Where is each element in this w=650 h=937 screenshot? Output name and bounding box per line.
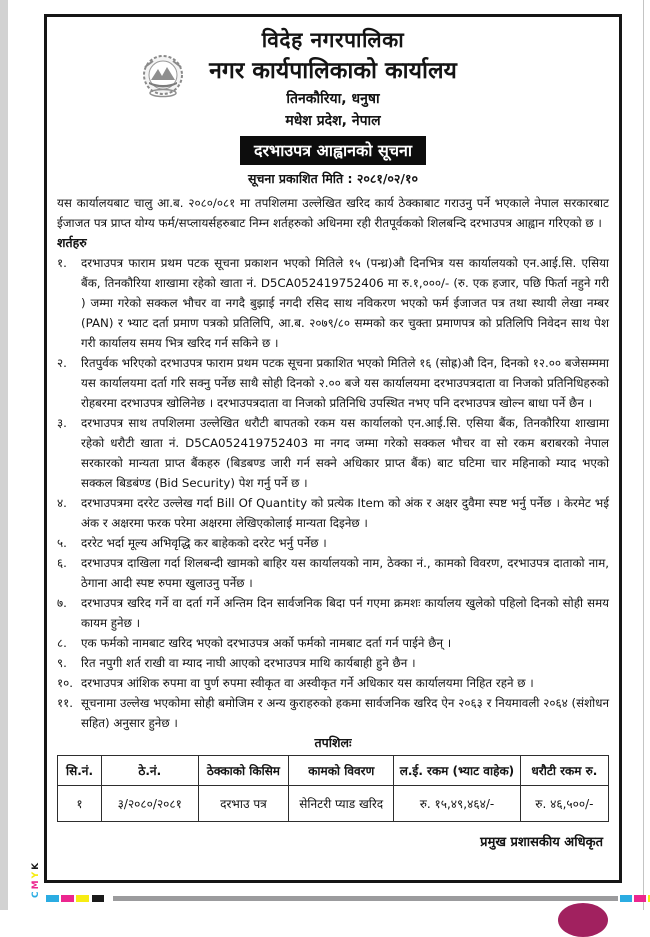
condition-number: ५. xyxy=(57,536,67,550)
condition-text: रितपुर्वक भरिएको दरभाउपत्र फाराम प्रथम पटक सूचना प्रकाशित भएको मितिले १६ (सोह्र)औ दिन, दिनको १२.०० बजेसम्ममा यस कार्यालयमा दर्ता गरि सक्नु पर्नेछ साथै सोही दिनको २.०० बजे यस कार्यालयमा दरभाउपत्रदाता वा निजको प्रतिनिधिहरुको रोहबरमा दरभाउपत्र खोलिनेछ । दरभाउपत्रदाता वा निजको प्रतिनिधि उपस्थित नभए पनि दरभाउपत्र खोल्न बाधा पर्ने छैन । xyxy=(81,356,609,410)
condition-item xyxy=(57,693,609,733)
cyan-color-swatch-right xyxy=(620,895,632,902)
page-scan-edge-left xyxy=(0,0,8,910)
conditions-heading: शर्तहरु xyxy=(57,235,87,250)
condition-item xyxy=(57,633,609,653)
schedule-table-row xyxy=(58,786,609,822)
condition-number: २. xyxy=(57,356,67,370)
cell-work-desc: सेनिटरी प्याड खरिद xyxy=(289,786,394,822)
cmyk-print-label xyxy=(31,858,43,898)
cell-estimate-amt: रु. १५,४९,४६४/- xyxy=(394,786,521,822)
condition-text: एक फर्मको नामबाट खरिद भएको दरभाउपत्र अर्को फर्मको नामबाट दर्ता गर्न पाईने छैन् । xyxy=(81,636,452,650)
condition-text: दरभाउपत्रमा दररेट उल्लेख गर्दा Bill Of Quantity को प्रत्येक Item को अंक र अक्षर दुवैमा स्पष्ट भर्नु पर्नेछ । केरमेट भई अंक र अक्षरमा फरक परेमा अक्षरमा लेखिएकोलाई मान्यता दिइनेछ । xyxy=(81,496,609,530)
cmyk-letter-y: Y xyxy=(31,870,41,879)
condition-item xyxy=(57,533,609,553)
col-header-contract-no: ठे.नं. xyxy=(102,756,198,786)
condition-text: दरभाउपत्र फाराम प्रथम पटक सूचना प्रकाशन भएको मितिले १५ (पन्ध्र)औ दिनभित्र यस कार्यालयको एन.आई.सि. एसिया बैंक, तिनकौरिया शाखामा रहेको खाता नं. D5CA052419752406 मा रु.१,०००/- (रु. एक हजार, पछि फिर्ता नहुने गरी ) जम्मा गरेको सक्कल भौचर वा नगदै बुझाई नगदी रसिद साथ नविकरण भएको फर्म ईजाजत पत्र तथा स्थायी लेखा नम्बर (PAN) र भ्याट दर्ता प्रमाण पत्रको प्रतिलिपि, आ.ब. २०७९/८० सम्मको कर चुक्ता प्रमाणपत्र को प्रतिलिपि निवेदन साथ पेश गरी कार्यालय समय भित्र खरिद गर्न सकिने छ । xyxy=(81,256,609,350)
intro-paragraph: यस कार्यालयबाट चालु आ.ब. २०८०/०८१ मा तपशिलमा उल्लेखित खरिद कार्य ठेक्काबाट गराउनु पर्ने भएकाले नेपाल सरकारबाट ईजाजत पत्र प्राप्त योग्य फर्म/सप्लायर्सहरुबाट निम्न शर्तहरुको अधिनमा रही रीतपूर्वकको शिलबन्दि दरभाउपत्र आह्वान गरिएको छ । xyxy=(57,196,609,230)
col-header-serial-no: सि.नं. xyxy=(58,756,102,786)
notice-border-frame xyxy=(44,14,622,883)
condition-number: ४. xyxy=(57,496,67,510)
condition-number: ८. xyxy=(57,636,67,650)
col-header-estimate-amt: ल.ई. रकम (भ्याट वाहेक) xyxy=(394,756,521,786)
address-line-1: तिनकौरिया, धनुषा xyxy=(286,91,380,107)
col-header-work-desc: कामको विवरण xyxy=(289,756,394,786)
page-scan-edge-right xyxy=(643,0,644,910)
black-color-swatch xyxy=(92,895,104,902)
conditions-list xyxy=(57,253,609,733)
condition-number: ९. xyxy=(57,656,67,670)
schedule-heading: तपशिलः xyxy=(314,735,352,750)
condition-number: ७. xyxy=(57,596,67,610)
condition-text: दरभाउपत्र आंशिक रुपमा वा पुर्ण रुपमा स्वीकृत वा अस्वीकृत गर्ने अधिकार यस कार्यालयमा निहित रहने छ । xyxy=(81,676,534,690)
schedule-table xyxy=(57,755,609,822)
condition-item xyxy=(57,653,609,673)
cell-serial-no: १ xyxy=(58,786,102,822)
condition-item xyxy=(57,493,609,533)
magenta-color-swatch xyxy=(61,895,74,902)
condition-item xyxy=(57,593,609,633)
condition-item xyxy=(57,673,609,693)
cyan-color-swatch xyxy=(46,895,59,902)
condition-item xyxy=(57,553,609,593)
gray-registration-bar xyxy=(113,896,618,901)
cmyk-letter-c: C xyxy=(31,890,41,898)
condition-number: ३. xyxy=(57,416,67,430)
condition-text: दररेट भर्दा मूल्य अभिवृद्धि कर बाहेकको दररेट भर्नु पर्नेछ । xyxy=(81,536,327,550)
condition-number: ११. xyxy=(57,696,74,710)
municipality-name: विदेह नगरपालिका xyxy=(261,28,405,52)
col-header-contract-type: ठेक्काको किसिम xyxy=(198,756,289,786)
condition-text: दरभाउपत्र दाखिला गर्दा शिलबन्दी खामको बाहिर यस कार्यालयको नाम, ठेक्का नं., कामको विवरण, दरभाउपत्र दाताको नाम, ठेगाना आदी स्पष्ट रुपमा खुलाउनु पर्नेछ । xyxy=(81,556,609,590)
condition-item xyxy=(57,413,609,493)
condition-number: १०. xyxy=(57,676,74,690)
condition-item xyxy=(57,353,609,413)
published-date: सूचना प्रकाशित मिति : २०८१/०२/१० xyxy=(248,171,418,186)
condition-text: सूचनामा उल्लेख भएकोमा सोही बमोजिम र अन्य कुराहरुको हकमा सार्वजनिक खरिद ऐन २०६३ र नियमावली २०६४ (संशोधन सहित) अनुसार हुनेछ । xyxy=(81,696,609,730)
magenta-color-swatch-right xyxy=(634,895,646,902)
cmyk-letter-m: M xyxy=(31,879,41,890)
condition-text: दरभाउपत्र साथ तपशिलमा उल्लेखित धरौटी बापतको रकम यस कार्यालको एन.आई.सि. एसिया बैंक, तिनकौरिया शाखामा रहेको धरौटी खाता नं. D5CA052419752403 मा नगद जम्मा गरेको सक्कल भौचर वा सो रकम बराबरको नेपाल सरकारको मान्यता प्राप्त बैंकहरु (बिडबण्ड जारी गर्न सक्ने अधिकार प्राप्त बैंक) बाट घटिमा चार महिनाको म्याद भएको सक्कल बिडबंण्ड (Bid Security) पेश गर्नु पर्ने छ । xyxy=(81,416,609,490)
condition-number: ६. xyxy=(57,556,67,570)
magenta-corner-circle xyxy=(558,903,608,937)
condition-number: १. xyxy=(57,256,67,270)
cell-contract-no: ३/२०८०/२०८१ xyxy=(102,786,198,822)
col-header-deposit-amt: धरौटी रकम रु. xyxy=(520,756,608,786)
condition-item xyxy=(57,253,609,353)
condition-text: रित नपुगी शर्त राखी वा म्याद नाघी आएको दरभाउपत्र माथि कार्यबाही हुने छैन । xyxy=(81,656,416,670)
nepal-government-emblem-icon xyxy=(135,51,191,103)
office-name: नगर कार्यपालिकाको कार्यालय xyxy=(209,58,457,84)
cell-contract-type: दरभाउ पत्र xyxy=(198,786,289,822)
condition-text: दरभाउपत्र खरिद गर्ने वा दर्ता गर्ने अन्तिम दिन सार्वजनिक बिदा पर्न गएमा क्रमशः कार्यालय खुलेको पहिलो दिनको सोही समय कायम हुनेछ । xyxy=(81,596,609,630)
address-line-2: मधेश प्रदेश, नेपाल xyxy=(285,113,381,129)
cmyk-letter-k: K xyxy=(31,861,41,870)
schedule-table-header-row xyxy=(58,756,609,786)
cell-deposit-amt: रु. ४६,५००/- xyxy=(520,786,608,822)
notice-title: दरभाउपत्र आह्वानको सूचना xyxy=(240,136,426,165)
document-header xyxy=(57,25,609,190)
signature-designation: प्रमुख प्रशासकीय अधिकृत xyxy=(480,835,603,850)
yellow-color-swatch xyxy=(76,895,89,902)
